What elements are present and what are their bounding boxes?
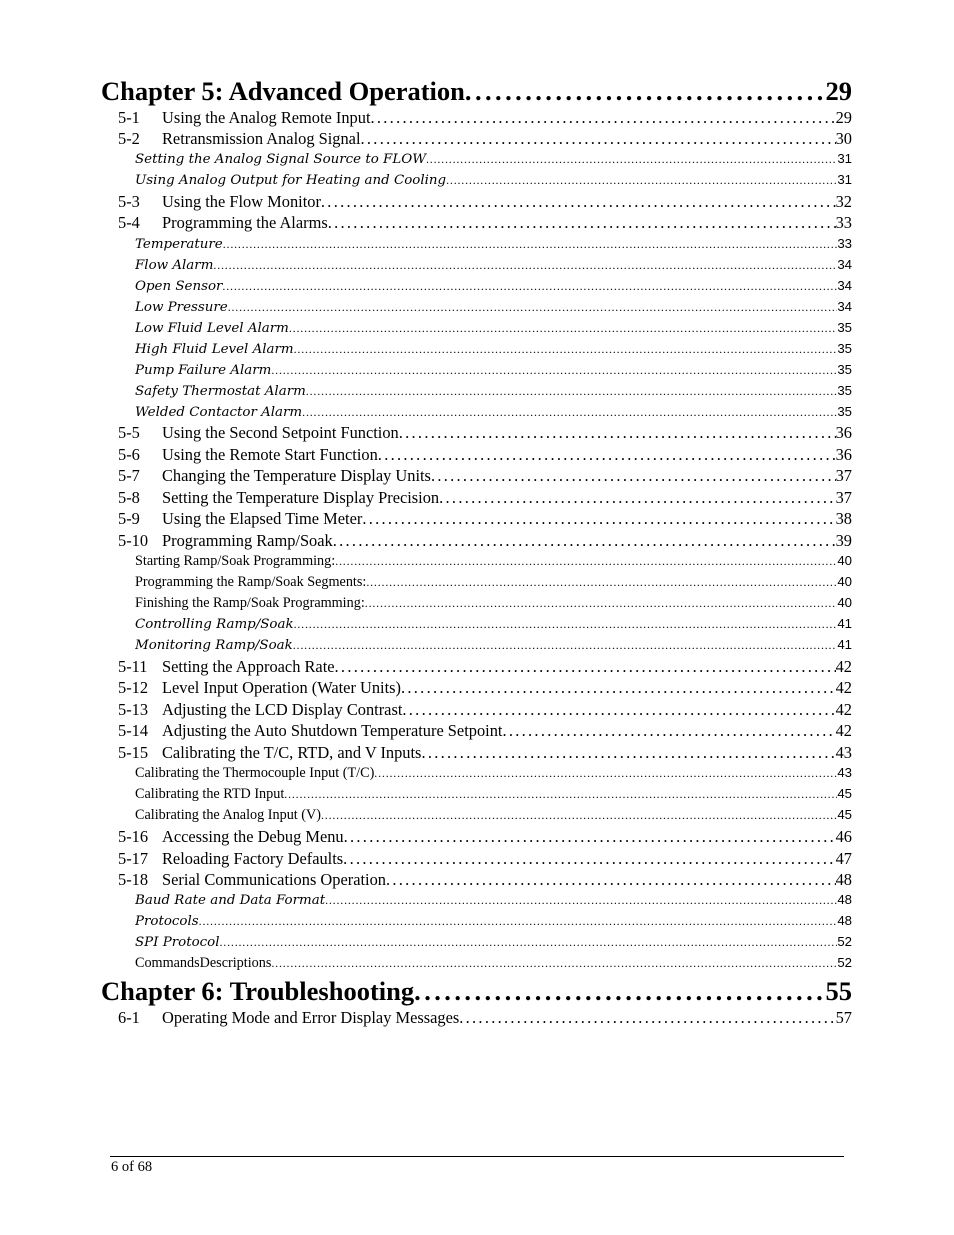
toc-section-entry[interactable] <box>118 466 852 487</box>
toc-entry-number: 5-13 <box>118 700 149 719</box>
toc-entry-title: Programming Ramp/Soak <box>162 531 333 550</box>
toc-entry-number: 5-17 <box>118 849 149 868</box>
toc-dot-leader <box>365 595 838 612</box>
footer-divider <box>110 1156 844 1157</box>
toc-dot-leader <box>399 423 836 443</box>
toc-entry-title: Low Pressure <box>135 300 228 315</box>
toc-section-entry[interactable] <box>118 213 852 234</box>
toc-subsection-entry[interactable] <box>135 595 852 615</box>
toc-entry-page-number: 38 <box>835 509 852 528</box>
toc-dot-leader <box>228 299 838 316</box>
toc-entry-title: Safety Thermostat Alarm <box>135 384 306 399</box>
toc-dot-leader <box>366 574 837 591</box>
toc-entry-page-number: 31 <box>837 172 852 187</box>
toc-dot-leader <box>465 76 826 107</box>
toc-entry-page-number: 40 <box>837 574 852 589</box>
toc-entry-title: Setting the Analog Signal Source to FLOW <box>135 152 426 167</box>
toc-dot-leader <box>386 870 836 890</box>
toc-entry-page-number: 43 <box>837 765 852 780</box>
toc-dot-leader <box>414 976 825 1007</box>
toc-subsection-entry[interactable] <box>135 616 852 636</box>
toc-dot-leader <box>302 404 837 421</box>
toc-entry-title: Level Input Operation (Water Units) <box>162 678 401 697</box>
toc-entry-title: Adjusting the LCD Display Contrast <box>162 700 403 719</box>
toc-entry-number: 5-11 <box>118 657 148 676</box>
toc-entry-page-number: 34 <box>837 257 852 272</box>
toc-chapter-entry[interactable] <box>101 76 852 108</box>
toc-entry-title: Calibrating the Thermocouple Input (T/C) <box>135 765 375 781</box>
toc-section-entry[interactable] <box>118 129 852 150</box>
toc-subsection-entry[interactable] <box>135 934 852 954</box>
toc-dot-leader <box>220 934 838 951</box>
toc-subsection-entry[interactable] <box>135 341 852 361</box>
toc-section-entry[interactable] <box>118 721 852 742</box>
toc-entry-title: Monitoring Ramp/Soak <box>135 638 293 653</box>
toc-entry-page-number: 55 <box>825 976 852 1006</box>
toc-entry-page-number: 36 <box>835 423 852 442</box>
toc-section-entry[interactable] <box>118 423 852 444</box>
toc-entry-page-number: 39 <box>835 531 852 550</box>
toc-subsection-entry[interactable] <box>135 955 852 975</box>
toc-dot-leader <box>321 192 836 212</box>
toc-section-entry[interactable] <box>118 743 852 764</box>
toc-dot-leader <box>223 236 838 253</box>
toc-dot-leader <box>426 151 837 168</box>
toc-dot-leader <box>294 616 838 633</box>
toc-entry-page-number: 29 <box>835 108 852 127</box>
toc-dot-leader <box>371 108 836 128</box>
toc-subsection-entry[interactable] <box>135 913 852 933</box>
toc-entry-title: CommandsDescriptions <box>135 955 272 971</box>
toc-entry-title: High Fluid Level Alarm <box>135 342 294 357</box>
toc-chapter-entry[interactable] <box>101 976 852 1008</box>
toc-entry-title: Operating Mode and Error Display Messages <box>162 1008 460 1027</box>
toc-entry-title: Using the Elapsed Time Meter <box>162 509 363 528</box>
toc-dot-leader <box>402 700 835 720</box>
toc-entry-title: Setting the Approach Rate <box>162 657 335 676</box>
toc-entry-page-number: 29 <box>825 76 852 106</box>
toc-section-entry[interactable] <box>118 657 852 678</box>
toc-dot-leader <box>335 553 837 570</box>
toc-entry-title: Using Analog Output for Heating and Cooling <box>135 173 447 188</box>
toc-section-entry[interactable] <box>118 509 852 530</box>
toc-subsection-entry[interactable] <box>135 383 852 403</box>
toc-entry-page-number: 41 <box>837 616 852 631</box>
toc-dot-leader <box>431 466 836 486</box>
toc-subsection-entry[interactable] <box>135 278 852 298</box>
toc-section-entry[interactable] <box>118 849 852 870</box>
toc-entry-title: Programming the Alarms <box>162 213 328 232</box>
toc-dot-leader <box>401 678 836 698</box>
toc-entry-page-number: 40 <box>837 553 852 568</box>
toc-dot-leader <box>378 445 836 465</box>
toc-entry-title: Welded Contactor Alarm <box>135 405 303 420</box>
toc-dot-leader <box>213 257 837 274</box>
toc-entry-number: 5-14 <box>118 721 149 740</box>
toc-entry-number: 5-9 <box>118 509 140 528</box>
toc-entry-page-number: 35 <box>837 320 852 335</box>
toc-dot-leader <box>335 657 836 677</box>
toc-entry-title: Reloading Factory Defaults <box>162 849 344 868</box>
toc-entry-title: Adjusting the Auto Shutdown Temperature Setpoint <box>162 721 503 740</box>
toc-entry-page-number: 33 <box>835 213 852 232</box>
toc-subsection-entry[interactable] <box>135 765 852 785</box>
toc-dot-leader <box>439 488 835 508</box>
toc-entry-page-number: 37 <box>835 466 852 485</box>
toc-entry-number: 5-3 <box>118 192 140 211</box>
toc-entry-title: Chapter 5: Advanced Operation <box>101 76 465 106</box>
toc-subsection-entry[interactable] <box>135 257 852 277</box>
toc-subsection-entry[interactable] <box>135 320 852 340</box>
toc-entry-number: 5-2 <box>118 129 140 148</box>
toc-entry-title: Flow Alarm <box>135 258 214 273</box>
toc-entry-page-number: 45 <box>837 807 852 822</box>
toc-subsection-entry[interactable] <box>135 151 852 171</box>
toc-dot-leader <box>333 531 836 551</box>
toc-entry-title: Low Fluid Level Alarm <box>135 321 289 336</box>
toc-entry-page-number: 43 <box>835 743 852 762</box>
toc-entry-page-number: 47 <box>835 849 852 868</box>
toc-subsection-entry[interactable] <box>135 553 852 573</box>
toc-entry-page-number: 40 <box>837 595 852 610</box>
toc-entry-title: Retransmission Analog Signal <box>162 129 361 148</box>
toc-subsection-entry[interactable] <box>135 299 852 319</box>
toc-entry-page-number: 37 <box>835 488 852 507</box>
toc-entry-page-number: 48 <box>837 913 852 928</box>
toc-entry-page-number: 34 <box>837 299 852 314</box>
toc-dot-leader <box>361 129 836 149</box>
toc-subsection-entry[interactable] <box>135 172 852 192</box>
toc-entry-title: Finishing the Ramp/Soak Programming: <box>135 595 365 611</box>
toc-dot-leader <box>502 721 835 741</box>
toc-entry-number: 5-7 <box>118 466 140 485</box>
toc-dot-leader <box>199 913 838 930</box>
toc-entry-title: Using the Analog Remote Input <box>162 108 371 127</box>
toc-entry-title: Baud Rate and Data Format <box>135 893 326 908</box>
toc-dot-leader <box>271 362 837 379</box>
toc-entry-page-number: 32 <box>835 192 852 211</box>
toc-entry-page-number: 46 <box>835 827 852 846</box>
toc-entry-page-number: 33 <box>837 236 852 251</box>
toc-entry-title: Programming the Ramp/Soak Segments: <box>135 574 367 590</box>
toc-entry-number: 5-12 <box>118 678 149 697</box>
toc-subsection-entry[interactable] <box>135 404 852 424</box>
toc-entry-number: 5-10 <box>118 531 149 550</box>
toc-entry-page-number: 52 <box>837 934 852 949</box>
toc-dot-leader <box>374 765 837 782</box>
toc-subsection-entry[interactable] <box>135 574 852 594</box>
toc-entry-page-number: 42 <box>835 700 852 719</box>
toc-dot-leader <box>284 786 837 803</box>
toc-entry-title: Using the Remote Start Function <box>162 445 378 464</box>
toc-section-entry[interactable] <box>118 531 852 552</box>
toc-section-entry[interactable] <box>118 192 852 213</box>
toc-entry-title: Starting Ramp/Soak Programming: <box>135 553 336 569</box>
toc-subsection-entry[interactable] <box>135 892 852 912</box>
toc-entry-page-number: 57 <box>835 1008 852 1027</box>
toc-entry-page-number: 30 <box>835 129 852 148</box>
toc-dot-leader <box>325 892 837 909</box>
toc-dot-leader <box>328 213 836 233</box>
toc-entry-number: 6-1 <box>118 1008 140 1027</box>
toc-entry-title: Temperature <box>135 237 223 252</box>
toc-entry-title: Open Sensor <box>135 279 223 294</box>
toc-entry-title: Changing the Temperature Display Units <box>162 466 431 485</box>
toc-entry-number: 5-6 <box>118 445 140 464</box>
toc-section-entry[interactable] <box>118 488 852 509</box>
toc-section-entry[interactable] <box>118 678 852 699</box>
toc-entry-page-number: 52 <box>837 955 852 970</box>
toc-section-entry[interactable] <box>118 700 852 721</box>
toc-entry-number: 5-15 <box>118 743 149 762</box>
toc-dot-leader <box>222 278 837 295</box>
toc-entry-page-number: 42 <box>835 721 852 740</box>
toc-entry-page-number: 35 <box>837 341 852 356</box>
toc-entry-title: Serial Communications Operation <box>162 870 386 889</box>
toc-entry-title: Setting the Temperature Display Precision <box>162 488 440 507</box>
toc-dot-leader <box>271 955 837 972</box>
toc-entry-page-number: 35 <box>837 383 852 398</box>
toc-entry-page-number: 48 <box>837 892 852 907</box>
toc-entry-title: Calibrating the Analog Input (V) <box>135 807 321 823</box>
toc-dot-leader <box>294 341 838 358</box>
toc-entry-title: Pump Failure Alarm <box>135 363 272 378</box>
toc-entry-page-number: 42 <box>835 657 852 676</box>
toc-entry-title: Using the Second Setpoint Function <box>162 423 399 442</box>
toc-entry-number: 5-5 <box>118 423 140 442</box>
toc-entry-number: 5-8 <box>118 488 140 507</box>
toc-entry-page-number: 31 <box>837 151 852 166</box>
toc-entry-title: Controlling Ramp/Soak <box>135 617 294 632</box>
toc-entry-page-number: 41 <box>837 637 852 652</box>
footer-page-number: 6 of 68 <box>111 1159 153 1175</box>
toc-dot-leader <box>421 743 835 763</box>
toc-entry-page-number: 35 <box>837 404 852 419</box>
toc-dot-leader <box>293 637 838 654</box>
toc-entry-page-number: 34 <box>837 278 852 293</box>
toc-subsection-entry[interactable] <box>135 236 852 256</box>
toc-section-entry[interactable] <box>118 1008 852 1029</box>
toc-entry-title: Chapter 6: Troubleshooting <box>101 976 415 1006</box>
toc-section-entry[interactable] <box>118 108 852 129</box>
toc-section-entry[interactable] <box>118 870 852 891</box>
toc-entry-title: Protocols <box>135 914 199 929</box>
toc-dot-leader <box>446 172 837 189</box>
toc-section-entry[interactable] <box>118 445 852 466</box>
toc-entry-number: 5-1 <box>118 108 140 127</box>
toc-dot-leader <box>459 1008 835 1028</box>
toc-dot-leader <box>321 807 837 824</box>
toc-subsection-entry[interactable] <box>135 362 852 382</box>
toc-dot-leader <box>289 320 837 337</box>
toc-entry-number: 5-18 <box>118 870 149 889</box>
toc-subsection-entry[interactable] <box>135 807 852 827</box>
toc-subsection-entry[interactable] <box>135 637 852 657</box>
toc-entry-page-number: 36 <box>835 445 852 464</box>
toc-entry-page-number: 48 <box>835 870 852 889</box>
toc-entry-title: SPI Protocol <box>135 935 220 950</box>
toc-subsection-entry[interactable] <box>135 786 852 806</box>
toc-dot-leader <box>362 509 835 529</box>
toc-entry-title: Accessing the Debug Menu <box>162 827 344 846</box>
toc-dot-leader <box>306 383 838 400</box>
toc-entry-page-number: 42 <box>835 678 852 697</box>
toc-entry-title: Calibrating the T/C, RTD, and V Inputs <box>162 743 422 762</box>
toc-dot-leader <box>343 849 835 869</box>
toc-dot-leader <box>344 827 836 847</box>
toc-entry-page-number: 35 <box>837 362 852 377</box>
toc-entry-title: Calibrating the RTD Input <box>135 786 285 802</box>
toc-entry-title: Using the Flow Monitor <box>162 192 321 211</box>
toc-section-entry[interactable] <box>118 827 852 848</box>
toc-entry-number: 5-4 <box>118 213 140 232</box>
toc-entry-number: 5-16 <box>118 827 149 846</box>
toc-entry-page-number: 45 <box>837 786 852 801</box>
